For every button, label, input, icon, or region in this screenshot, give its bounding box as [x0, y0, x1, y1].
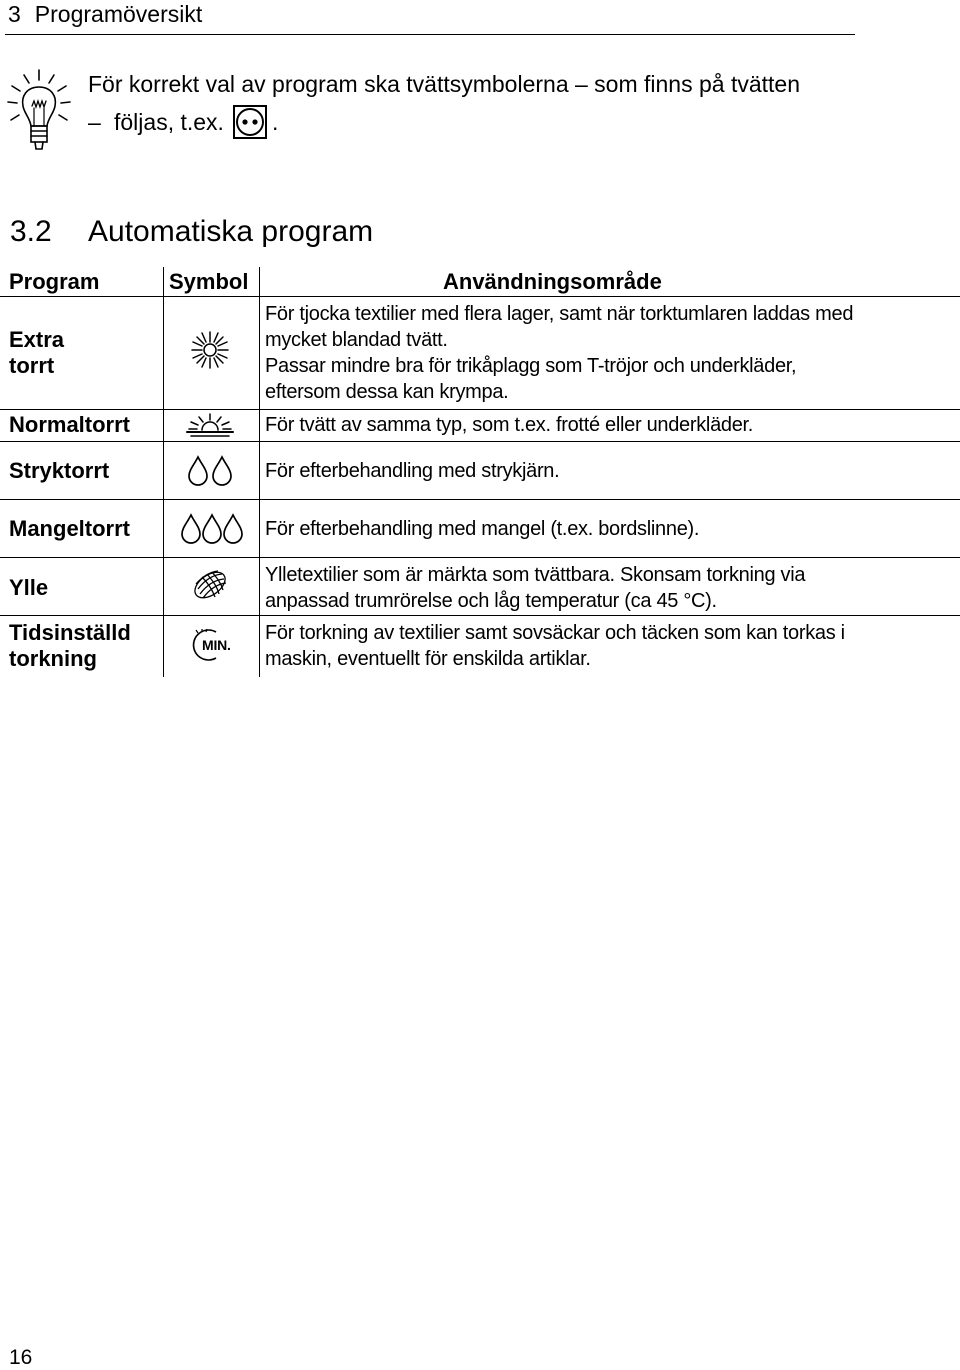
tip-text-follow: följas, t.ex.	[114, 109, 224, 135]
program-name-line: torrt	[9, 353, 55, 378]
description-line: maskin, eventuellt för enskilda artiklar.	[265, 648, 591, 670]
section-number: 3	[8, 1, 21, 27]
description-line: För efterbehandling med mangel (t.ex. bordslinne).	[265, 518, 700, 540]
header-divider	[0, 296, 960, 297]
program-description	[265, 620, 845, 672]
description-line: mycket blandad tvätt.	[265, 329, 448, 351]
wool-skein-icon	[190, 565, 230, 605]
description-line: För efterbehandling med strykjärn.	[265, 460, 560, 482]
program-name-mangle-dry	[9, 516, 130, 542]
page-number: 16	[9, 1346, 33, 1369]
description-line: För torkning av textilier samt sovsäckar och täcken som kan torkas i	[265, 622, 845, 644]
tip-text-line-2	[88, 104, 278, 140]
program-name-line: Extra	[9, 327, 65, 352]
subsection-title	[10, 214, 373, 250]
program-name-extra-dry	[9, 327, 64, 379]
program-description	[265, 516, 699, 542]
program-description	[265, 562, 805, 614]
description-line: För tvätt av samma typ, som t.ex. frotté eller underkläder.	[265, 414, 754, 436]
column-header-usage: Användningsområde	[443, 269, 662, 294]
timed-drying-min-icon	[188, 628, 234, 662]
row-divider	[0, 441, 960, 442]
subsection-number: 3.2	[10, 215, 52, 248]
program-description	[265, 301, 853, 405]
tip-text-line-1: För korrekt val av program ska tvättsymbolerna – som finns på tvätten	[88, 71, 801, 97]
description-line: eftersom dessa kan krympa.	[265, 381, 509, 403]
row-divider	[0, 615, 960, 616]
program-name-line: torkning	[9, 646, 97, 671]
program-name-timed-drying	[9, 620, 131, 672]
description-line: Passar mindre bra för trikåplagg som T-tröjor och underkläder,	[265, 355, 797, 377]
extra-dry-sun-icon	[190, 330, 230, 370]
description-line: För tjocka textilier med flera lager, samt när torktumlaren laddas med	[265, 303, 854, 325]
program-name-line: Mangeltorrt	[9, 516, 130, 541]
program-name-line: Normaltorrt	[9, 412, 131, 437]
header-rule	[5, 34, 855, 35]
description-line: Ylletextilier som är märkta som tvättbara. Skonsam torkning via	[265, 564, 806, 586]
program-name-normal-dry	[9, 412, 130, 438]
section-header	[8, 0, 202, 28]
section-title: Programöversikt	[34, 1, 203, 27]
tip-dash: –	[88, 109, 101, 135]
row-divider	[0, 409, 960, 410]
description-line: anpassad trumrörelse och låg temperatur (ca 45 °C).	[265, 590, 717, 612]
subsection-title-text: Automatiska program	[88, 215, 374, 248]
program-description	[265, 458, 559, 484]
lightbulb-tip-icon	[6, 66, 76, 156]
three-drops-icon	[180, 513, 244, 545]
tip-period: .	[271, 109, 279, 135]
column-header-symbol: Symbol	[169, 269, 249, 294]
program-name-iron-dry	[9, 458, 109, 484]
program-name-wool	[9, 575, 48, 601]
tumble-dry-normal-icon	[232, 104, 268, 140]
program-name-line: Ylle	[9, 575, 49, 600]
two-drops-icon	[186, 455, 234, 487]
normal-dry-sun-icon	[185, 412, 235, 440]
program-name-line: Tidsinställd	[9, 620, 131, 645]
program-description	[265, 412, 753, 438]
column-header-program: Program	[9, 269, 100, 294]
timed-drying-min-label: MIN.	[202, 637, 231, 653]
program-name-line: Stryktorrt	[9, 458, 110, 483]
row-divider	[0, 499, 960, 500]
row-divider	[0, 557, 960, 558]
